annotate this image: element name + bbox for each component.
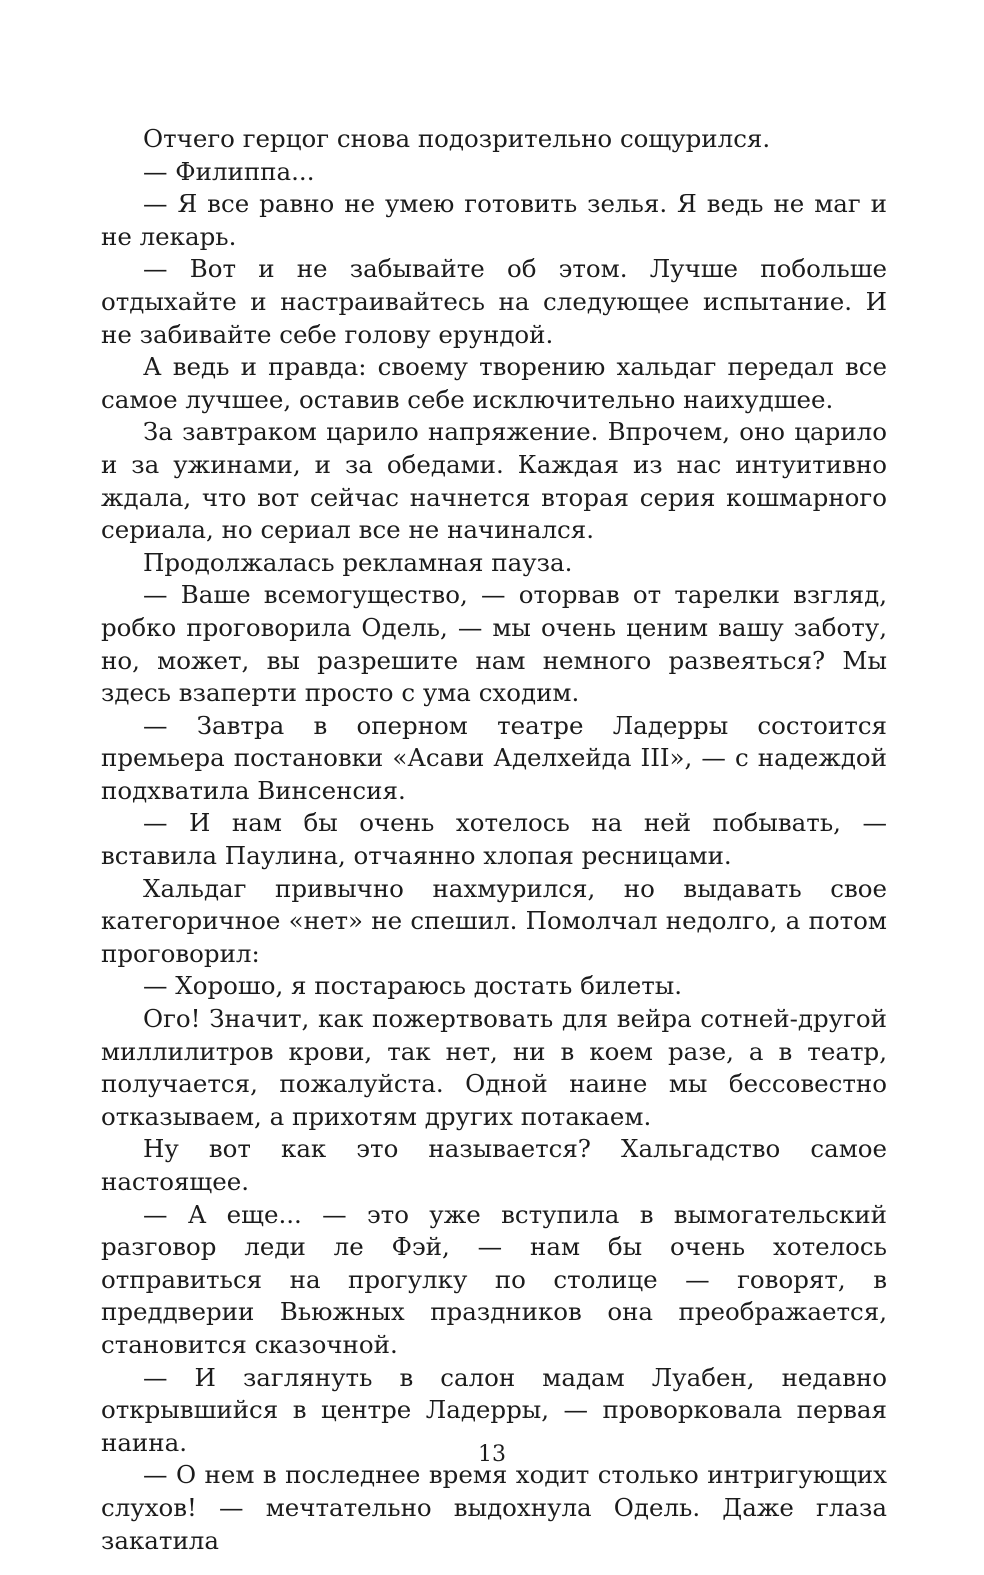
paragraph-10: — И нам бы очень хотелось на ней побывать, — вставила Паулина, отчаянно хлопая ресницами. <box>101 808 887 871</box>
paragraph-13: Ого! Значит, как пожертвовать для вейра сотней-другой миллилитров крови, так нет, ни в коем разе, а в театр, получается, пожалуйста. Одной наине мы бессовестно отказываем, а прихотям других потакаем. <box>101 1004 887 1131</box>
paragraph-1: Отчего герцог снова подозрительно сощурился. <box>143 124 771 153</box>
paragraph-15: — А еще... — это уже вступила в вымогательский разговор леди ле Фэй, — нам бы очень хотелось отправиться на прогулку по столице — говорят, в преддверии Вьюжных праздников она преображается, становится сказочной. <box>101 1199 887 1359</box>
paragraph-6: За завтраком царило напряжение. Впрочем, оно царило и за ужинами, и за обедами. Каждая из нас интуитивно ждала, что вот сейчас начнется вторая серия кошмарного сериала, но сериал все не начинался. <box>101 417 887 545</box>
page-number: 13 <box>478 1442 506 1467</box>
paragraph-16: — И заглянуть в салон мадам Луабен, недавно открывшийся в центре Ладерры, — проворковала первая наина. <box>101 1362 887 1457</box>
paragraph-8: — Ваше всемогущество, — оторвав от тарелки взгляд, робко проговорила Одель, — мы очень ценим вашу заботу, но, может, вы разрешите нам немного развеяться? Мы здесь взаперти просто с ума сходим. <box>101 580 887 708</box>
paragraph-17: — О нем в последнее время ходит столько интригующих слухов! — мечтательно выдохнула Одель. Даже глаза закатила <box>101 1460 887 1555</box>
paragraph-4: — Вот и не забывайте об этом. Лучше побольше отдыхайте и настраивайтесь на следующее испытание. И не забивайте себе голову ерундой. <box>101 254 887 349</box>
paragraph-12: — Хорошо, я постараюсь достать билеты. <box>143 971 683 1001</box>
body-text <box>101 123 887 1557</box>
paragraph-11: Хальдаг привычно нахмурился, но выдавать свое категоричное «нет» не спешил. Помолчал недолго, а потом проговорил: <box>101 873 887 968</box>
paragraph-2: — Филиппа... <box>143 156 315 186</box>
paragraph-3: — Я все равно не умею готовить зелья. Я ведь не маг и не лекарь. <box>101 189 887 251</box>
paragraph-14: Ну вот как это называется? Хальгадство самое настоящее. <box>101 1134 887 1196</box>
paragraph-9: — Завтра в оперном театре Ладерры состоится премьера постановки «Асави Аделхейда III», — с надеждой подхватила Винсенсия. <box>101 710 887 805</box>
paragraph-7: Продолжалась рекламная пауза. <box>143 547 573 577</box>
paragraph-5: А ведь и правда: своему творению хальдаг передал все самое лучшее, оставив себе исключительно наихудшее. <box>101 352 887 414</box>
